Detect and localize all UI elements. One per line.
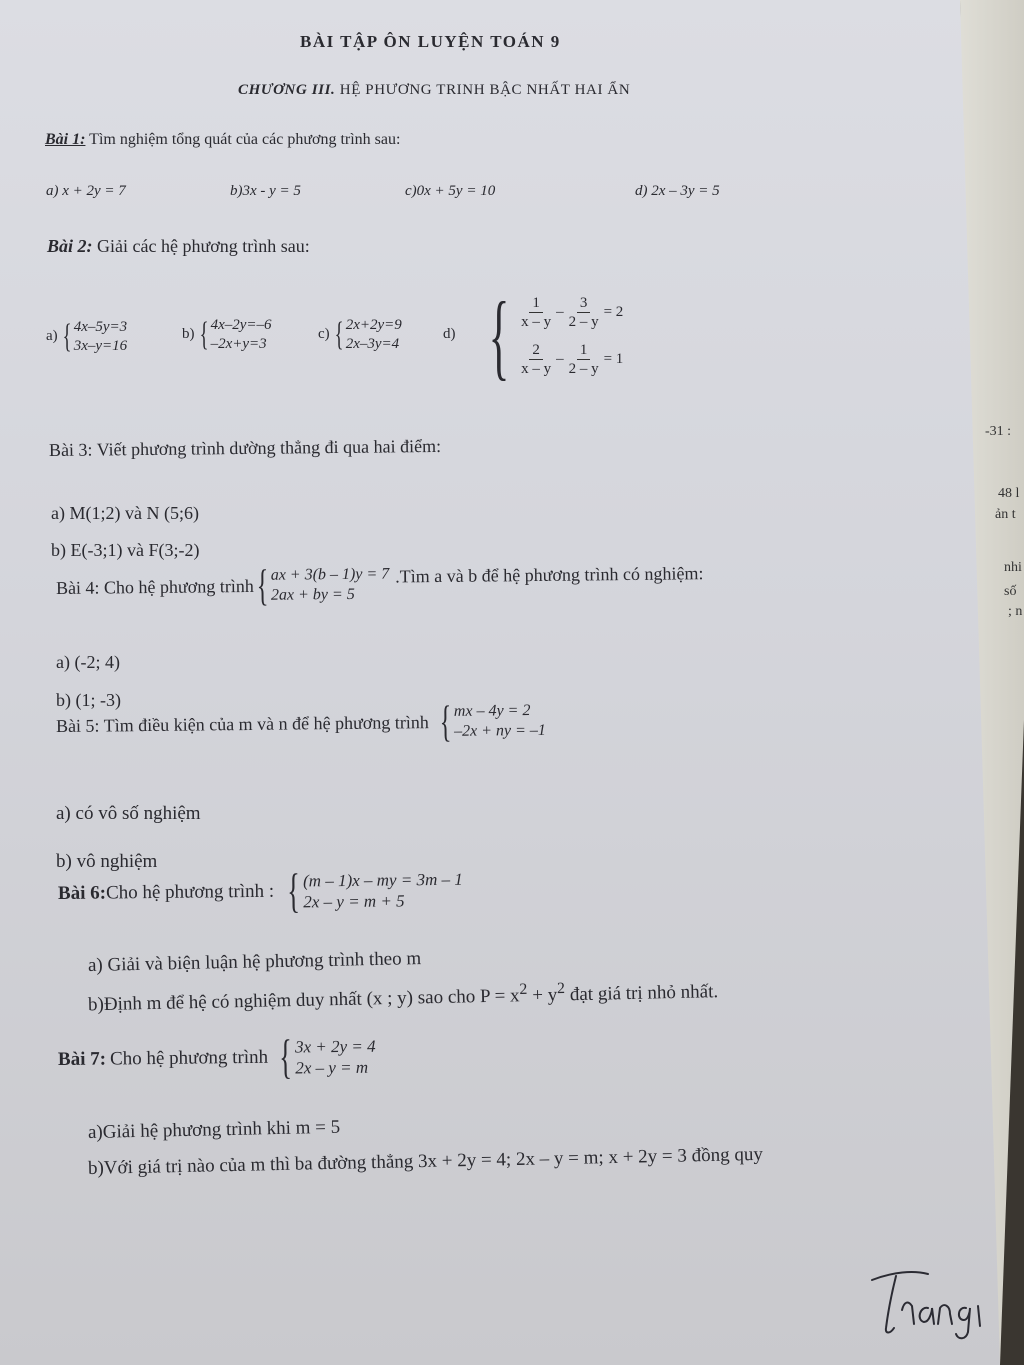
- fraction-denominator: 2 – y: [568, 314, 599, 330]
- bai2-system-b: b) { 4x–2y=–6 –2x+y=3: [182, 315, 272, 353]
- bai4-prefix: Bài 4: Cho hệ phương trình: [55, 575, 254, 598]
- equation-rhs: = 1: [603, 351, 624, 367]
- bai1-heading: [45, 131, 400, 149]
- bai2-b-label: b): [182, 326, 195, 343]
- bai6-item-a: a) Giải và biện luận hệ phương trình theo m: [87, 948, 422, 976]
- fraction-denominator: 2 – y: [568, 361, 599, 377]
- underlying-text: ản t: [995, 507, 1016, 522]
- bai6-heading: Bài 6: Cho hệ phương trình : { (m – 1)x – my = 3m – 1 2x – y = m + 5: [57, 864, 463, 918]
- bai2-b-eq1: 4x–2y=–6: [210, 317, 272, 333]
- bai1-label: Bài 1:: [45, 131, 86, 148]
- bai3-item-a: a) M(1;2) và N (5;6): [51, 503, 199, 523]
- bai2-a-eq2: 3x–y=16: [73, 337, 128, 354]
- bai3-item-b: b) E(-3;1) và F(3;-2): [51, 540, 200, 560]
- bai1-item-c: c)0x + 5y = 10: [405, 183, 496, 199]
- bai2-c-eq2: 2x–3y=4: [345, 335, 400, 352]
- bai2-b-eq2: –2x+y=3: [210, 335, 267, 352]
- underlying-text: nhi: [1004, 560, 1022, 575]
- bai2-d-row2: [516, 341, 623, 378]
- bai6-label: Bài 6:: [57, 882, 107, 904]
- fraction-numerator: 1: [529, 294, 543, 313]
- bai7-label: Bài 7:: [57, 1048, 107, 1070]
- underlying-text: -31 :: [985, 424, 1012, 439]
- page-title: BÀI TẬP ÔN LUYỆN TOÁN 9: [300, 32, 561, 51]
- bai2-d-row1: [516, 294, 623, 331]
- fraction-numerator: 2: [529, 341, 543, 360]
- underlying-text: 48 l: [998, 486, 1020, 501]
- bai7-item-a: a)Giải hệ phương trình khi m = 5: [87, 1116, 341, 1143]
- bai2-heading: [47, 236, 310, 257]
- exponent: 2: [556, 980, 566, 998]
- bai7-item-b: b)Với giá trị nào của m thì ba đường thẳng 3x + 2y = 4; 2x – y = m; x + 2y = 3 đồng quy: [87, 1143, 764, 1179]
- exponent: 2: [519, 980, 528, 998]
- chapter-title: HỆ PHƯƠNG TRINH BẬC NHẤT HAI ẨN: [339, 82, 631, 98]
- bai1-text: Tìm nghiệm tổng quát của các phương trình sau:: [89, 131, 401, 148]
- bai2-c-label: c): [318, 326, 330, 343]
- bai4-eq1: ax + 3(b – 1)y = 7: [270, 565, 390, 584]
- bai3-heading: Bài 3: Viết phương trình dường thẳng đi qua hai điểm:: [48, 435, 442, 460]
- underlying-text: số: [1004, 584, 1017, 599]
- bai2-system-c: c) { 2x+2y=9 2x–3y=4: [318, 315, 402, 353]
- equation-rhs: = 2: [603, 304, 624, 320]
- bai6-eq1: (m – 1)x – my = 3m – 1: [302, 869, 463, 891]
- bai5-item-a: a) có vô số nghiệm: [56, 803, 201, 824]
- bai6-b-end: đạt giá trị nhỏ nhất.: [564, 981, 719, 1006]
- bai2-a-label: a): [46, 328, 58, 345]
- fraction-numerator: 1: [577, 341, 591, 360]
- bai7-eq2: 2x – y = m: [295, 1057, 369, 1078]
- bai7-prefix: Cho hệ phương trình: [109, 1046, 269, 1070]
- bai4-item-b: b) (1; -3): [56, 690, 121, 710]
- chapter-label: CHƯƠNG III.: [238, 82, 336, 98]
- bai5-prefix: Bài 5: Tìm điều kiện của m và n để hệ phương trình: [55, 711, 429, 736]
- bai2-d-brace: {: [488, 282, 510, 389]
- bai2-label: Bài 2:: [47, 236, 93, 256]
- bai1-item-b: b)3x - y = 5: [230, 183, 301, 199]
- bai5-item-b: b) vô nghiệm: [56, 851, 158, 872]
- bai6-eq2: 2x – y = m + 5: [303, 891, 405, 912]
- fraction-denominator: x – y: [521, 314, 552, 330]
- bai6-b-text: b)Định m để hệ có nghiệm duy nhất (x ; y) sao cho P = x: [87, 985, 520, 1016]
- fraction-numerator: 3: [577, 294, 591, 313]
- bai7-heading: Bài 7: Cho hệ phương trình { 3x + 2y = 4 2x – y = m: [57, 1030, 376, 1084]
- bai7-eq1: 3x + 2y = 4: [294, 1036, 376, 1057]
- bai4-heading: Bài 4: Cho hệ phương trình { ax + 3(b – 1)y = 7 2ax + by = 5 .Tìm a và b để hệ phương trình có nghiệm:: [55, 560, 704, 610]
- bai2-a-eq1: 4x–5y=3: [73, 319, 128, 335]
- bai6-prefix: Cho hệ phương trình :: [105, 880, 275, 904]
- bai6-b-mid: + y: [527, 984, 558, 1007]
- bai4-eq2: 2ax + by = 5: [270, 585, 355, 604]
- fraction-denominator: x – y: [521, 361, 552, 377]
- underlying-text: ; n: [1008, 604, 1023, 619]
- bai2-system-a: a) { 4x–5y=3 3x–y=16: [46, 317, 128, 355]
- minus-sign: –: [556, 304, 564, 320]
- minus-sign: –: [556, 351, 564, 367]
- handwritten-signature: [868, 1262, 988, 1342]
- bai4-suffix: .Tìm a và b để hệ phương trình có nghiệm:: [395, 563, 704, 587]
- bai2-text: Giải các hệ phương trình sau:: [97, 236, 310, 256]
- bai1-item-d: d) 2x – 3y = 5: [635, 183, 720, 199]
- chapter-heading: [238, 82, 630, 99]
- bai2-c-eq1: 2x+2y=9: [345, 317, 402, 333]
- bai2-system-d: [476, 282, 624, 389]
- bai5-heading: Bài 5: Tìm điều kiện của m và n để hệ phương trình { mx – 4y = 2 –2x + ny = –1: [55, 696, 546, 746]
- bai1-item-a: a) x + 2y = 7: [46, 183, 126, 199]
- bai5-eq2: –2x + ny = –1: [453, 721, 546, 740]
- bai4-item-a: a) (-2; 4): [56, 652, 120, 672]
- bai2-d-label: d): [443, 326, 456, 342]
- bai5-eq1: mx – 4y = 2: [453, 702, 531, 720]
